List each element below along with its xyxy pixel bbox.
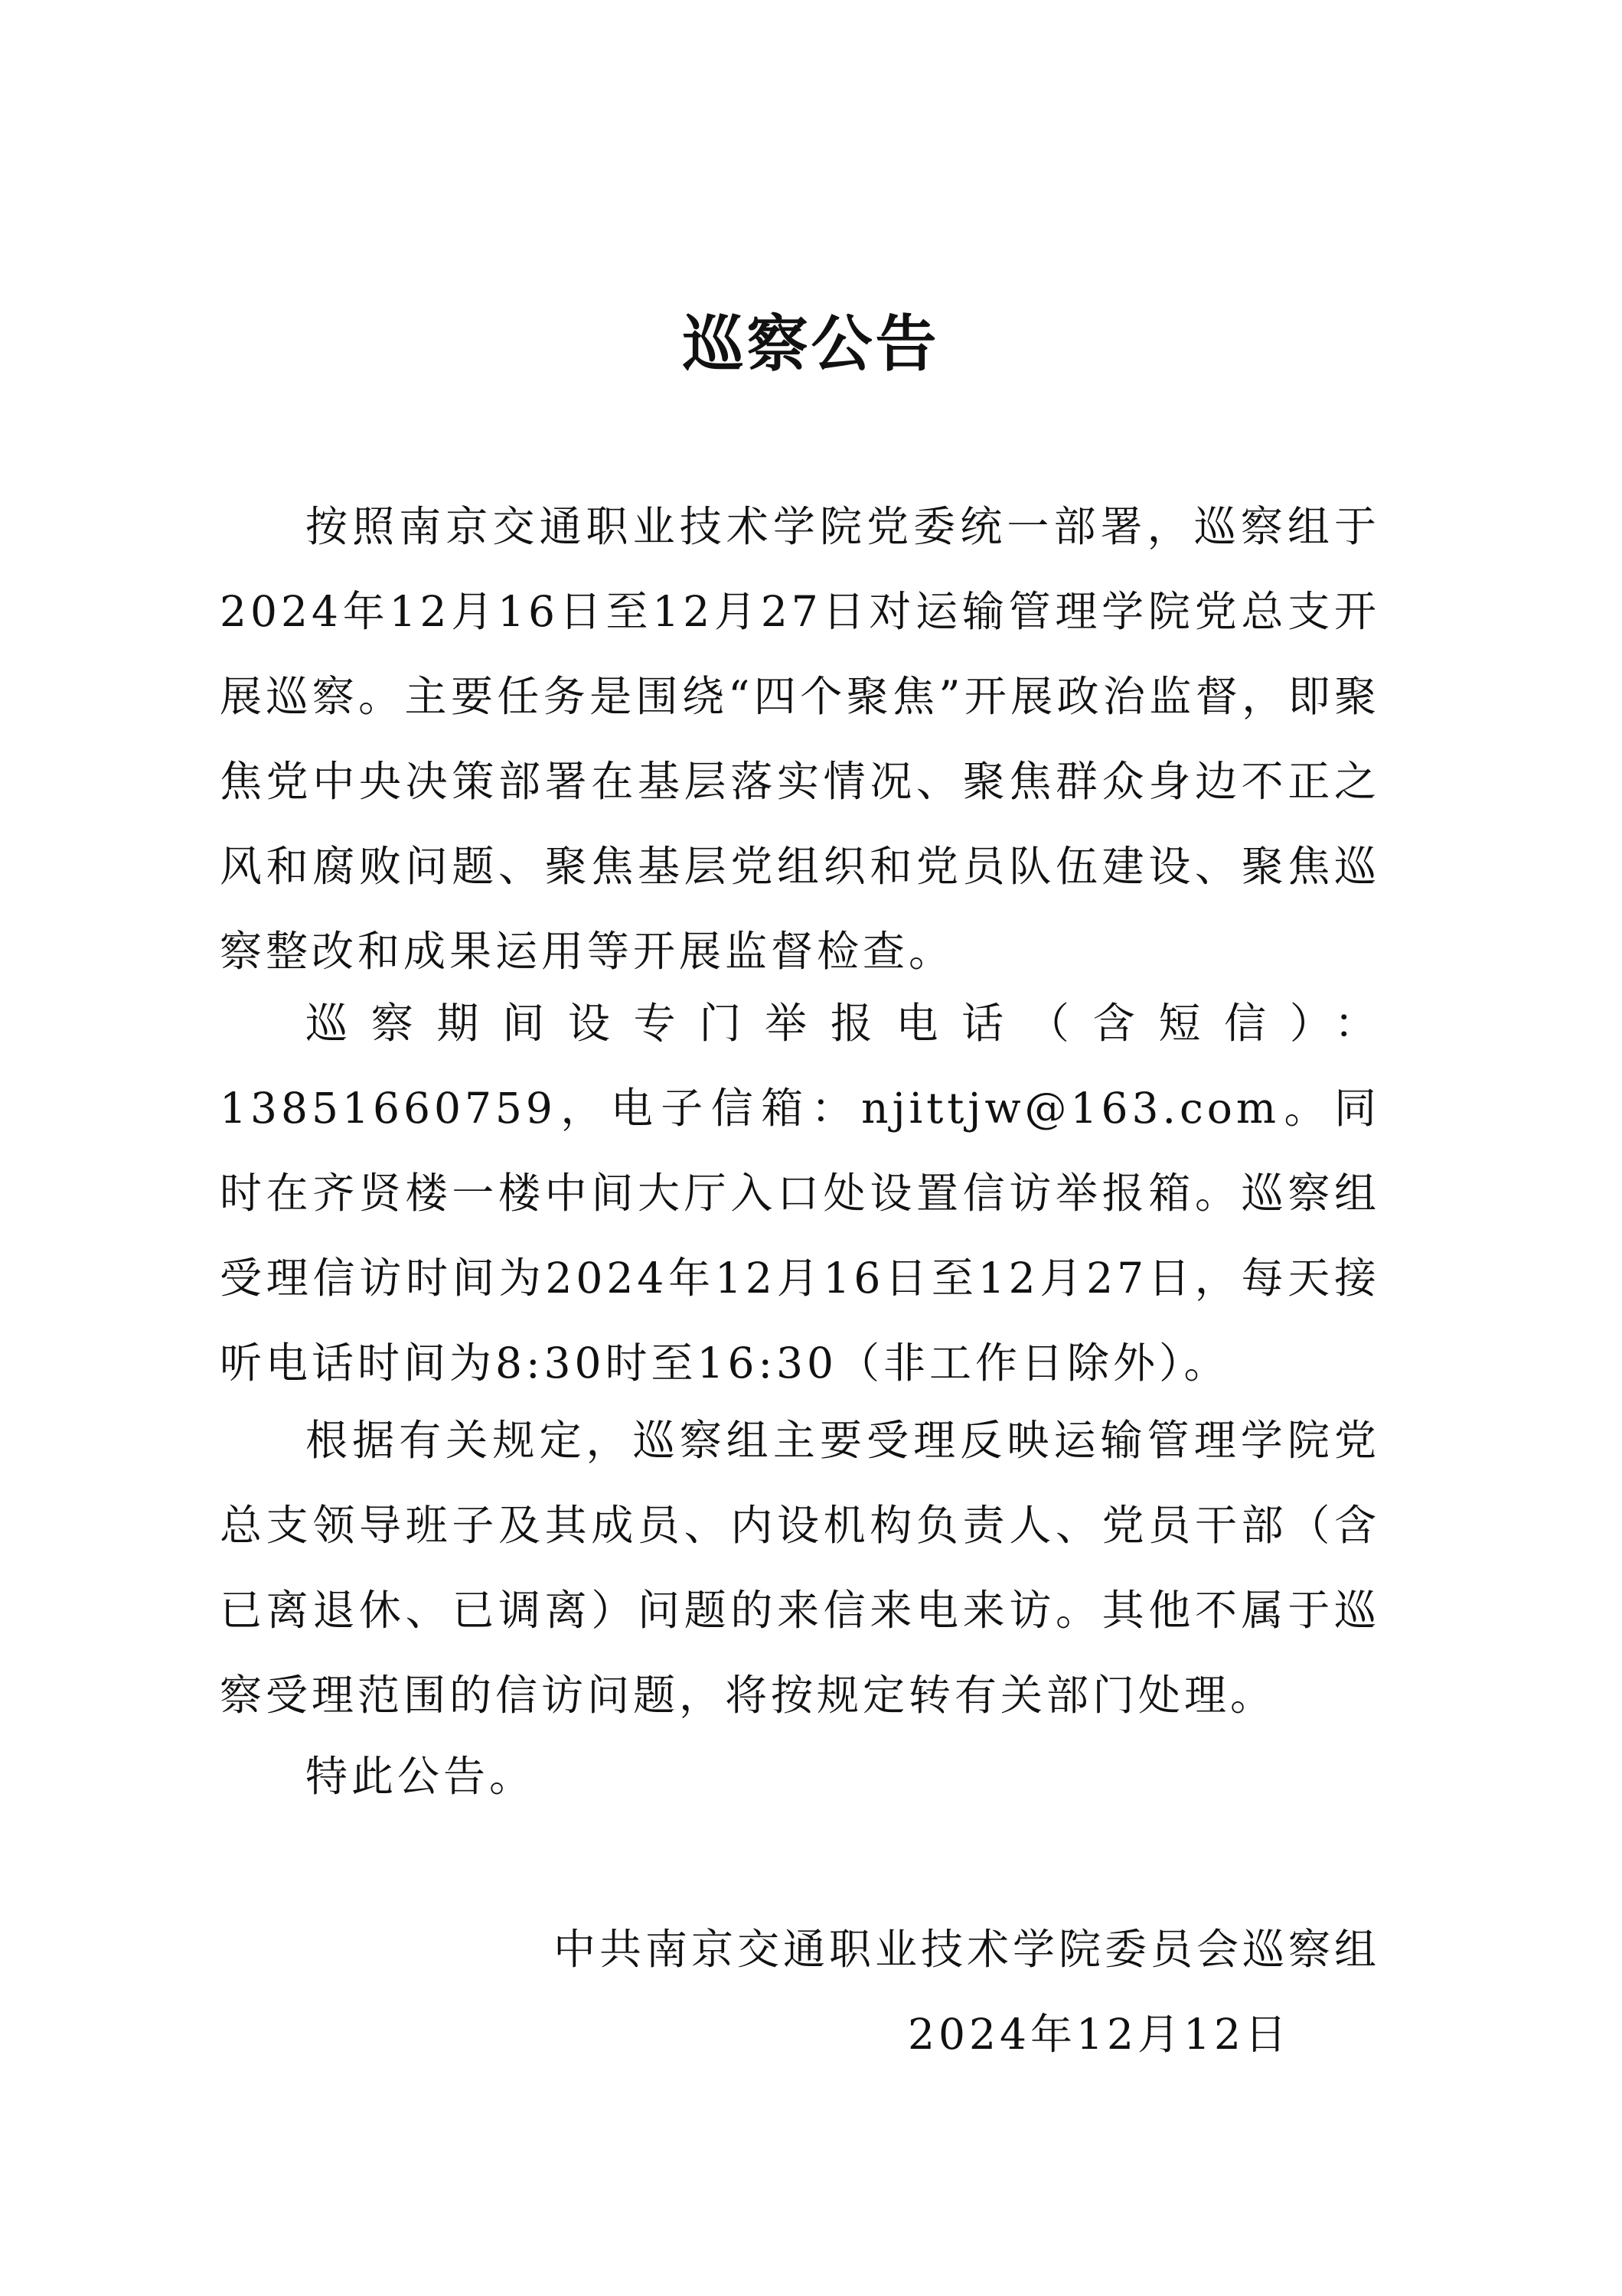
body-paragraph-closing: 特此公告。	[305, 1752, 536, 1801]
issue-date: 2024年12月12日	[908, 2010, 1291, 2059]
body-paragraph-scope: 根据有关规定，巡察组主要受理反映运输管理学院党总支领导班子及其成员、内设机构负责人、党员干部（含已离退休、已调离）问题的来信来电来访。其他不属于巡察受理范围的信访问题，将按规定转有关部门处理。	[220, 1416, 1380, 1720]
issuer-signature: 中共南京交通职业技术学院委员会巡察组	[553, 1925, 1380, 1974]
page-title: 巡察公告	[682, 308, 940, 380]
body-paragraph-contact: 巡察期间设专门举报电话（含短信）：13851660759，电子信箱：njittjw@163.com。同时在齐贤楼一楼中间大厅入口处设置信访举报箱。巡察组受理信访时间为2024年12月16日至12月27日，每天接听电话时间为8:30时至16:30（非工作日除外）。	[220, 999, 1380, 1388]
body-paragraph-deployment: 按照南京交通职业技术学院党委统一部署，巡察组于2024年12月16日至12月27日对运输管理学院党总支开展巡察。主要任务是围绕“四个聚焦”开展政治监督，即聚焦党中央决策部署在基层落实情况、聚焦群众身边不正之风和腐败问题、聚焦基层党组织和党员队伍建设、聚焦巡察整改和成果运用等开展监督检查。	[220, 502, 1380, 976]
